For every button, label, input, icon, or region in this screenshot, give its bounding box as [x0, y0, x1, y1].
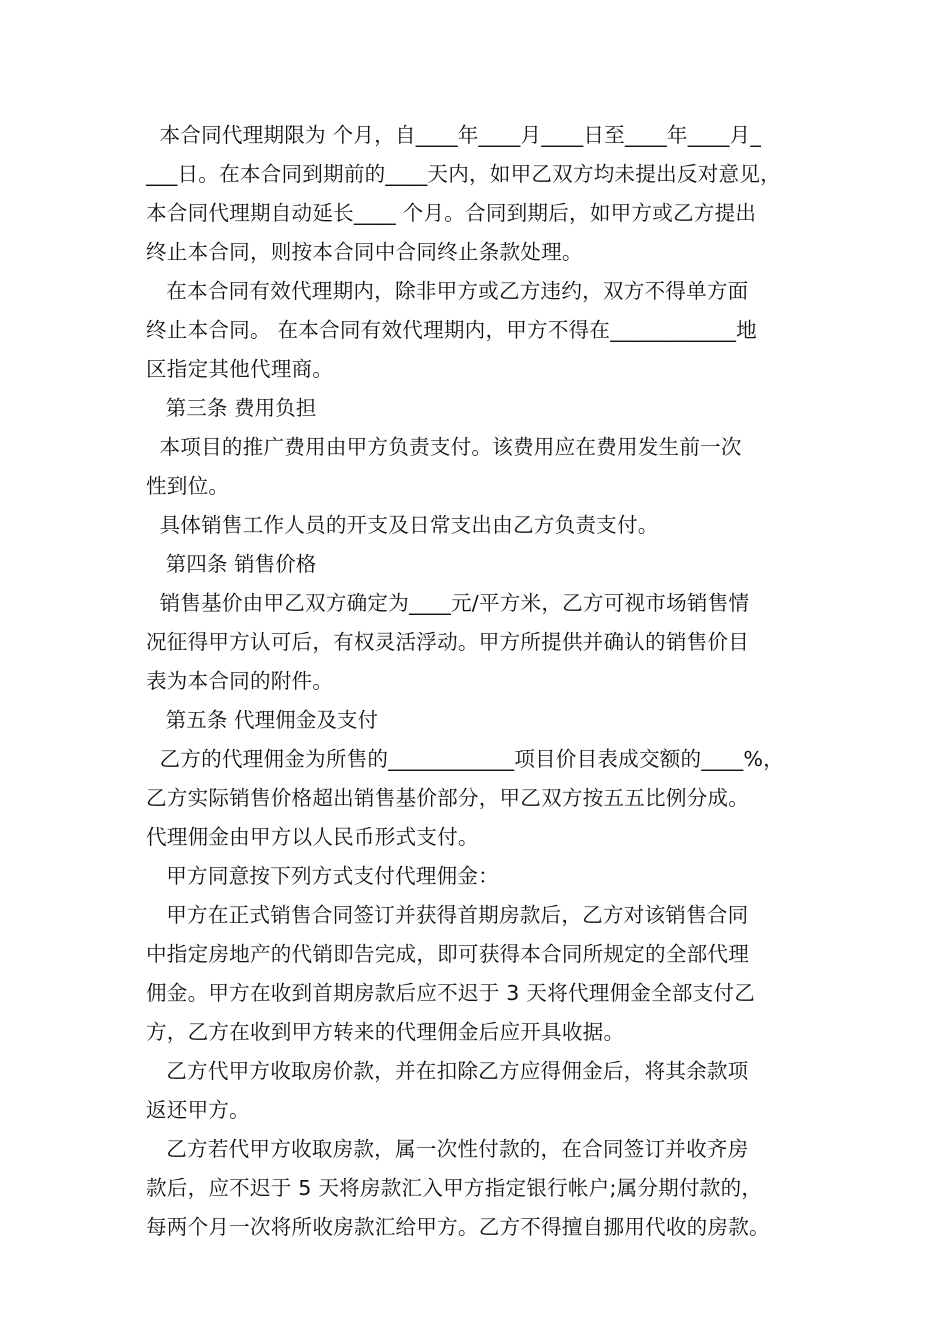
paragraph-remittance: 乙方若代甲方收取房款，属一次性付款的，在合同签订并收齐房 款后，应不迟于 5 天将房款汇入甲方指定银行帐户;属分期付款的， 每两个月一次将所收房款汇给甲方。乙方不得擅自挪用代收的房款。	[146, 1137, 770, 1239]
paragraph-commission-rate: 乙方的代理佣金为所售的____________项目价目表成交额的____%， 乙方实际销售价格超出销售基价部分，甲乙双方按五五比例分成。 代理佣金由甲方以人民币形式支付。	[146, 747, 784, 849]
heading-article-3: 第三条 费用负担	[146, 396, 317, 420]
paragraph-base-price: 销售基价由甲乙双方确定为____元/平方米，乙方可视市场销售情 况征得甲方认可后，有权灵活浮动。甲方所提供并确认的销售价目 表为本合同的附件。	[146, 591, 750, 693]
paragraph-commission-payment: 甲方在正式销售合同签订并获得首期房款后，乙方对该销售合同 中指定房地产的代销即告完成，即可获得本合同所规定的全部代理 佣金。甲方在收到首期房款后应不迟于 3 天将代理佣金全部支付乙 方，乙方在收到甲方转来的代理佣金后应开具收据。	[146, 903, 756, 1044]
paragraph-payment-method-intro: 甲方同意按下列方式支付代理佣金：	[146, 864, 499, 888]
paragraph-promotion-costs: 本项目的推广费用由甲方负责支付。该费用应在费用发生前一次 性到位。	[146, 435, 742, 498]
heading-article-5: 第五条 代理佣金及支付	[146, 708, 379, 732]
paragraph-agency-term: 本合同代理期限为 个月，自____年____月____日至____年____月_ ___日。在本合同到期前的____天内，如甲乙双方均未提出反对意见， 本合同代理期自动延长____ 个月。合同到期后，如甲方或乙方提出 终止本合同，则按本合同中合同终止条款处理。	[146, 123, 781, 264]
paragraph-collect-payment: 乙方代甲方收取房价款，并在扣除乙方应得佣金后，将其余款项 返还甲方。	[146, 1059, 749, 1122]
paragraph-staff-expenses: 具体销售工作人员的开支及日常支出由乙方负责支付。	[146, 513, 659, 537]
heading-article-4: 第四条 销售价格	[146, 552, 317, 576]
paragraph-no-unilateral-termination: 在本合同有效代理期内，除非甲方或乙方违约，双方不得单方面 终止本合同。 在本合同有效代理期内，甲方不得在____________地 区指定其他代理商。	[146, 279, 757, 381]
document-body	[146, 116, 818, 1247]
